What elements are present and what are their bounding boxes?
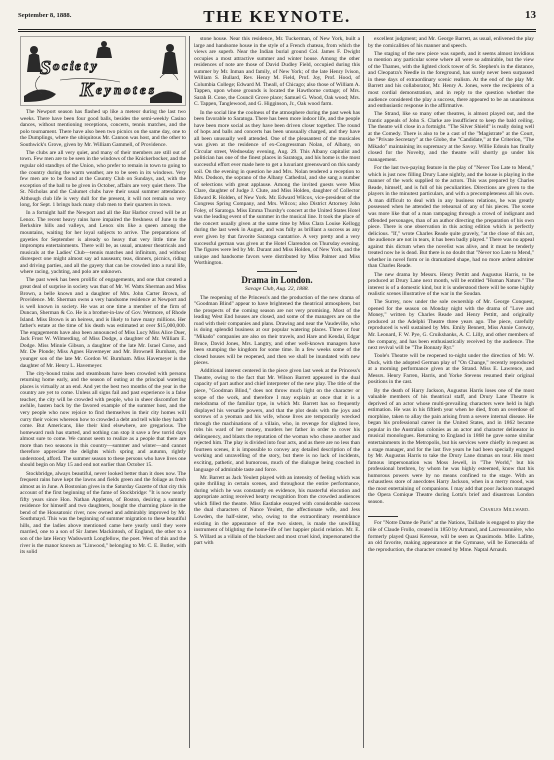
column-divider bbox=[363, 36, 364, 748]
footnote-rule bbox=[368, 516, 398, 517]
section-rule bbox=[257, 271, 297, 272]
article-paragraph: Toole's Theatre will be reopened to-night under the direction of Mr. W. Duck, with the adopted German play of "On Change," recently reproduced at a morning performance given at the Strand. Miss E. Lawrence, and Messrs. Henry Farren, Harris, and Yorke Stevens resumed their original positions in the cast. bbox=[368, 353, 534, 386]
svg-text:o: o bbox=[124, 82, 131, 97]
svg-text:o: o bbox=[53, 58, 60, 73]
svg-text:n: n bbox=[114, 82, 122, 97]
column-divider bbox=[189, 36, 190, 748]
article-paragraph: Additional interest centered in the piece given last week at the Princess's Theatre, owing to the fact that Mr. Wilson Barrett appeared in the dual capacity of part author and chief interpreter of the new play. The title of the piece, "Goodman Blind," does not throw much light on the character or scope of the work, and therefore I may explain at once that it is a melodrama of the familiar type, in which Mr. Barrett has so frequently displayed his versatile powers, and that the plot deals with the joys and sorrows of a yeoman and his wife, whose lives are temporarily wrecked through the machinations of a villain, who, in revenge for slighted love, robs his ward of her money, murders her father in order to cover his delinquency, and blasts the reputation of the woman who chose another and rejected him. The play is divided into four acts, and as there are no less than fourteen scenes, it is impossible to convey any detailed description of the working and unravelling of the story, but there is no lack of incidents, exciting, pathetic, and humorous, much of the dialogue being couched in language of admirable taste and force. bbox=[194, 368, 360, 473]
svg-text:y: y bbox=[91, 58, 97, 73]
article-paragraph: For the last two-paying feature in the play of "Never Too Late to Mend," which is just now filling Drury Lane nightly, and the house is playing in the manner of the work supplied to the actors. This was prepared by Charles Reade, himself, and is full of his peculiarities. Directions are given to the players in the minutest particulars, and with a precompleteness all his own. A man difficult to deal with in any business relations, he was greatly possessed when he attended the rehearsal of any of his pieces. The scene was more like that of a man rampaging through a crowd of indignant and offended personages, than of an author directing the preparation of his own piece. There is one observation in this acting edition which is perfectly delicious. "If," wrote Charles Reade quite gravely, "at the close of this act, the audience are not in tears, it has been badly played." There was no appeal against this dictum when the novelist was alive, and it must be tenderly treated now he is dead. But there is no doubt that "Never too Late to Mend," whether in novel form or in dramatized shape, had no more ardent admirer than Charles Reade. bbox=[368, 165, 534, 270]
section-dateline: Savage Club, Aug. 22, 1888. bbox=[245, 285, 309, 292]
society-keynotes-illustration bbox=[20, 36, 186, 106]
svg-text:e: e bbox=[75, 58, 81, 73]
article-paragraph: Mr. Barrett as Jack Yeulett played with an intensity of feeling which was quite thrilling in certain scenes, and throughout the entire performance, during which he was constantly en evidence, his masterful elocution and appropriate acting received hearty recognition from the crowded audiences which filled the theatre. Miss Eastlake essayed with considerable success the dual characters of Nance Yeulett, the affectionate wife, and Jess Lowden, the half-sister, who, owing to the extraordinary resemblance existing in the appearance of the two sisters, is made the unwilling instrument of blighting the home-life of her happier placid relation. Mr. E. S. Willard as a villain of the blackest and most cruel kind, impersonated the part with bbox=[194, 474, 360, 547]
article-paragraph: The city-bound trains and steamboats have been crowded with persons returning home early, and the season of outing at the principal watering places is virtually at an end. And yet the best two months of the year in the country are yet to come. Unless all signs fail and past experience is a false teacher, the city will be crowded with people, who in sheer discomfort for awhile, hasten back by the favored example of the summer host, and the very people who now rejoice to find themselves in their city homes will curry their voices whereon how to crowded a debt and tell while they hadn't come. But Americans, like their kind elsewhere, are gregarious. The homeward rush has started, and nothing can stop it save a few torrid days almost sure to come. We cannot seem to realize as a people that there are more than two seasons in this country—summer and winter—and cannot therefore appreciate the delights which spring and autumn, rightly understood, afford. The summer season to these persons who have lives one should begin on May 15 and end not earlier than October 15. bbox=[20, 370, 186, 469]
svg-text:S: S bbox=[40, 57, 52, 79]
column-3 bbox=[368, 36, 534, 748]
article-paragraph: The new drama by Messrs. Henry Pettitt and Augustus Harris, to be produced at Drury Lane next month, will be entitled "Human Nature." The interest is of a domestic kind, but it is understood there will be some highly realistic scenes illustrative of the war in the Soudan. bbox=[368, 271, 534, 298]
column-2 bbox=[194, 36, 360, 748]
article-paragraph: The Strand, like so many other theatres, is almost played out, and the frantic appeals of John S. Clarke are insufficient to keep the bald ceiling. The theatre will close in a fortnight. "The Silver Shield" is really doing well at the Comedy. There is also to be a cast of the "Magistrate" at the Court, the "Private Secretary" at the Globe, the "Candidate," at the Criterion, "The Mikado" maintaining its supremacy at the Savoy. Willie Edouin has finally closed for the Novelty, and the theatre will shortly go under his management. bbox=[368, 111, 534, 164]
page-header bbox=[18, 6, 536, 28]
svg-text:t: t bbox=[84, 58, 88, 73]
article-paragraph: excellent judgment; and Mr. George Barrett, as usual, enlivened the play by the comicalities of his manner and speech. bbox=[368, 36, 534, 49]
header-rule bbox=[18, 29, 536, 30]
svg-text:s: s bbox=[149, 82, 155, 97]
article-paragraph: The past week has been prolific of engagements, and one that created a great deal of surprise in society was that of Mr. W. Watts Sherman and Miss Brown, a belle known and a daughter of Mrs. John Carter Brown, of Providence. Mr. Sherman owns a very handsome residence at Newport and is well known in society. He was at one time a member of the firm of Duncan, Sherman & Co. He is a brother-in-law of Gov. Wetmore, of Rhode Island. Miss Brown is an heiress, and is likely to have many millions. Her father's estate at the time of his death was estimated at over $15,000,000. The engagements have also been announced of Miss Lucy Miss Alice Duer, Jack Frost W. Wilmerding, of Miss Dodge, a daughter of Mr. William E. Dodge. Miss Minnie Gibson, a daughter of the late Mr. Israel Corse, and Mr. De Plonde; Miss Agnes Havemeyer and Mr. Brownell Burnham, the younger son of the late Mr. Gordon W. Burnham. Miss Havemeyer is the daughter of Mr. Henry L. Havemeyer. bbox=[20, 277, 186, 369]
svg-text:c: c bbox=[62, 58, 68, 73]
article-paragraph: The Surrey, now under the sole ownership of Mr. George Conquest, opened for the season on Monday night with the drama of "Love and Money," written by Charles Reade and Henry Pettitt, and originally produced at the Adelphi Theatre three years ago. The piece, carefully reproduced is well sustained by Mrs. Emily Bennett, Miss Annie Conway, Mr. Leonard, F. W. Pye, G. Cruikshanks, A. C. Lilly, and other members of the company, and has been enthusiastically received by the audience. The next revival will be "The Bonnaty Ryr." bbox=[368, 299, 534, 352]
header-rule-thin bbox=[18, 31, 536, 32]
column-1 bbox=[20, 36, 186, 748]
issue-date: September 8, 1888. bbox=[18, 12, 72, 19]
article-paragraph: The clubs are all very quiet, and many of their members are still out of town. Few men are to be seen in the windows of the Knickerbocker, and the regular old standbys of the Union, who prefer to remain in town to going to the country during the warm weather, are to be seen in its windows. Very few men are to be found at the Country Club on Sundays, and, with the exception of the ball to be given in October, affairs are very quiet there. The St. Nicholas and the Calumet clubs have their usual summer attendance. Although club life is very dull for the present, it will not remain so very long, for Sept. 1 brings back many club men to their quarters in town. bbox=[20, 149, 186, 209]
article-paragraph: The Newport season has flashed up like a meteor during the last two weeks. There have been four good balls, besides the semi-weekly Casino dances, without mentioning receptions, concerts, tennis matches, and the polo tournament. There have also been two picnics on the same day, one to the Dumplings, where the ubiquitous Mr. Cannon was host, and the other to Southwick's Grove, given by Mr. William Gammell, of Providence. bbox=[20, 109, 186, 148]
article-paragraph: The reopening of the Princess's and the production of the new drama of "Goodman Blind" appear to have brightened the theatrical atmosphere, but the prospects of the coming season are not very promising. Most of the leading West End houses are closed, and some of the managers are on the road with their companies and plans. Drawing and near the Vaudeville, who is doing splendid business at our popular watering places. Three or four "Mikado" companies are also on their travels, and Hare and Kendal, Edgar Bruce, David Jones, Mrs. Langtry, and other well-known managers have been stumping the kingdom for some time. In a few weeks some of the closed houses will be reopened, and then we shall be inundated with new pieces. bbox=[194, 294, 360, 367]
section-heading bbox=[194, 271, 360, 292]
article-paragraph: In the social line the coolness of the atmosphere during the past week has been favorable to Saratoga. There has been more indoor life, and the people have been more social as they have been driven closer together. The round of hops and balls and concerts has been unusually charged, and they have all been unusually well attended. One of the pleasantest of the musicales was given at the residence of ex-Congressman Nolan, of Albany, on Circular street, Wednesday evening, Aug. 29. This Albany capitalist and politician has one of the finest places in Saratoga, and his home is the most successful effort ever made here to get a luxuriant greensward on this sandy soil. On the evening in question he and Mrs. Nolan tendered a reception to Mrs. Dodson, the soprano of the Albany Cathedral, and she sang a number of selections with great applause. Among the invited guests were Miss Clare, daughter of Judge J. Clute, and Miss Holden, daughter of Collector Edward R. Holden, of New York. Mr. Edward Wilcox, vice-president of the Congress Spring Company, and Mrs. Wilcox; also District Attorney John Foley, of Saratoga. Miss Emma Thursby's concert at the United States Hotel was the leading event of the summer in the musical line. It took the place of the concert usually given at the same time by Miss Clara Louise Kellogg during the last week in August, and was fully as brilliant a success as any ever given by that favorite Saratoga cantatrice. A very pretty and a very successful german was given at the Hotel Clarendon on Thursday evening. The figures were led by Mr. Durant and Miss Holden, of New York, and the unique and handsome favors were distributed by Miss Palmer and Miss Worthington. bbox=[194, 109, 360, 267]
article-paragraph: In a fortnight half the Newport and all the Bar Harbor crowd will be at Lenox. The recent heavy rains have impaired the freshness of June to the Berkshire hills and valleys, and Lenox sits like a queen among the mountains, waiting for her loyal subjects to arrive. The preparations of gayeties for September is already so heavy that very little time for impromptu entertainments. There will be, as usual, amateur theatricals and musicals at the Ladies' Club—tennis matches and infinitum, and without disrespect one might almost say ad nauseam; teas, dinners, picnics, riding and driving parties, and all the gayety that can be crowded into a rural life, where racing, yachting, and polo are unknown. bbox=[20, 210, 186, 276]
svg-text:i: i bbox=[70, 58, 74, 73]
svg-text:K: K bbox=[80, 79, 94, 101]
masthead-title: THE KEYNOTE. bbox=[203, 7, 351, 26]
page-number: 13 bbox=[525, 9, 536, 21]
article-paragraph: The staging of the new piece was superb, and it seems almost invidious to mention any particular scene where all were so admirable, but the view of the Thames, with the lighted clock tower of St. Stephen's in the distance, and Cleopatra's Needle in the foreground, has surely never been surpassed in these days of extraordinary scenic realism. At the end of the play Mr. Barrett and his collaborator, Mr. Henry A. Jones, were the recipients of a most cordial demonstration, and in reply to the question whether the audience considered the play a success, there appeared to be an unanimous and enthusiastic response in the affirmative. bbox=[368, 50, 534, 110]
article-paragraph: By the death of Harry Jackson, Augustus Harris loses one of the most valuable members of his theatrical staff, and Drury Lane Theatre is deprived of an actor whose multi-prevailing characters were held in high estimation. He was in his fiftieth year when he died, from an overdose of morphine, taken to allay the pain arising from a severe internal disease. He began his professional career in the United States, and in 1862 became popular in the Australian colonies as an actor and character delineator in musical monologues. Returning to England in 1868 he gave some similar entertainments in the Metropolis, but his services were chiefly in request as a stage manager, and for the last five years he had been specially engaged by Mr. Augustus Harris to take the Drury Lane dramas on tour. His most famous impersonation was Moss Jewell, in "The World," but his professional brethren, by whom he was highly esteemed, know that his humorous powers were by no means confined to the stage. With an exhaustless store of anecdotes Harry Jackson, when in a merry mood, was the most entertaining of companions. I may add that poor Jackson managed the Opera Comique Theatre during Lotta's brief and disastrous London season. bbox=[368, 387, 534, 505]
svg-text:y: y bbox=[105, 82, 111, 97]
svg-text:e: e bbox=[96, 82, 102, 97]
society-keynotes-logo bbox=[20, 36, 186, 106]
author-signoff: Charles Millward. bbox=[480, 507, 530, 514]
article-paragraph: stone house. Near this residence, Mr. Tuckerman, of New York, built a large and handsome house in the style of a French chateau, from which the views are superb. Near the Indian burial ground Col. James F. Dwight occupies a most attractive summer and winter house. Among the other residences of note are those of David Dudley Field, occupied during this summer by Mr. Inman and family, of New York; of the late Henry Ivison, William S. Bullard, Rev. Henry M. Field, Prof. Joy, Prof. Hood, of Columbia College; Edward M. Theall, of Chicago; also those of William A. Tappen, upon whose grounds is located the Hawthorne cottage; of Mrs. Sarah B. Cone, the Council Grove place; Samuel G. Wood, Oak wood; Mrs. C. Tappen, Tanglewood, and G. Higginson, Jr., Oak wood farm. bbox=[194, 36, 360, 108]
section-title: Drama in London. bbox=[241, 274, 313, 285]
svg-text:t: t bbox=[133, 82, 137, 97]
svg-text:e: e bbox=[140, 82, 146, 97]
footnote: For "Notre Dame de Paris" at the Nations, Taillade is engaged to play the rôle of Claude Frollo, created in 1850 by Armand, and Lacressonnière, who formerly played Quasi Keresse, will be seen as Quasimodo. Mlle. Lafitte, an old favorite, making appearance at the Gymnase, will be Esmeralda of the reproduction, the character created by Mme. Naptal Arnault. bbox=[368, 520, 534, 553]
article-paragraph: Stockbridge, always beautiful, never looked better than it does now. The frequent rains have kept the lawns and fields green and the foliage as fresh almost as in June. A Bostonian gives in the Saturday Gazette of that city this account of the first beginning of the fame of Stockbridge: "It is now nearly fifty years since Hon. Nathan Appleton, of Boston, desiring a summer residence for himself and two daughters, bought the charming place in the bend of the Housatonic river, now owned and admirably improved by Mr. Southmayd. This was the beginning of summer migration to these beautiful hills, and the ladies above mentioned came here yearly until they were married, one to a son of Sir James Mackintosh, of England, the other to a son of the late Henry Wadsworth Longfellow, the poet. West of this and the river is the manor known as "Linwood," belonging to Mr. C. E. Butler, with its solid bbox=[20, 470, 186, 556]
